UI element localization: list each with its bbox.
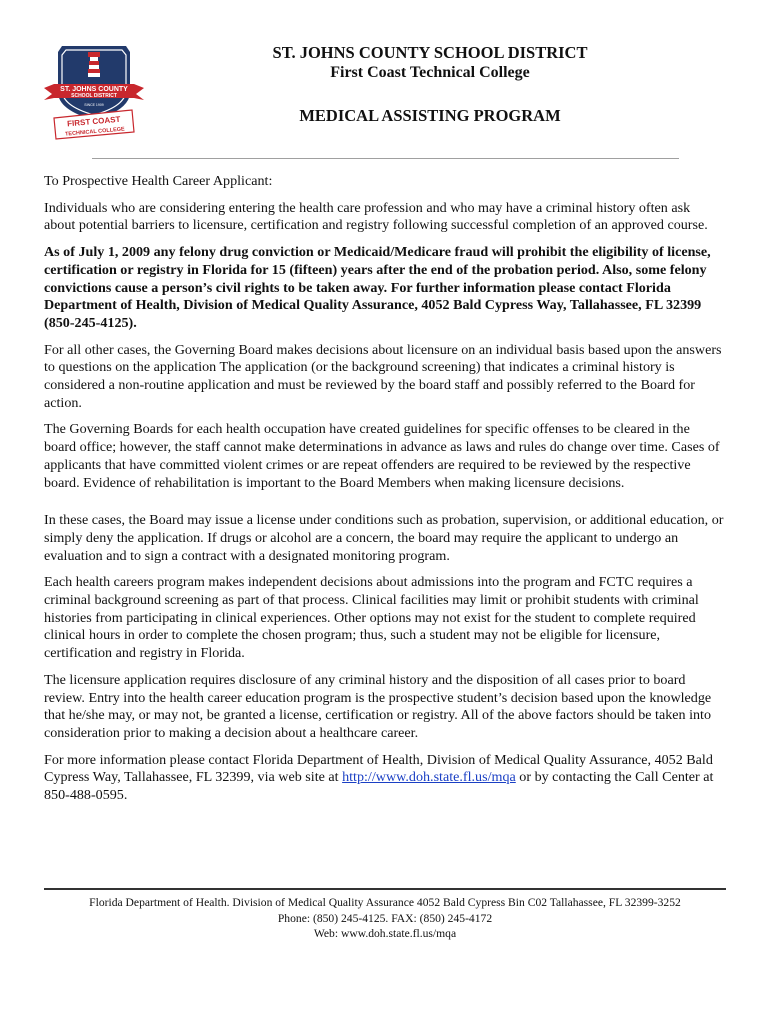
district-title: ST. JOHNS COUNTY SCHOOL DISTRICT: [272, 43, 588, 62]
college-title: First Coast Technical College: [330, 64, 530, 81]
paragraph-disclosure: The licensure application requires disclosure of any criminal history and the disposition of all cases prior to board review. Entry into the health career education program is the prospective student’s decision based upon the knowledge that he/she may, or may not, be granted a license, certification or registry. All of the above factors should be taken into consideration prior to making a decision about a healthcare career.: [44, 671, 712, 741]
footer-divider: [44, 888, 726, 890]
logo-text-first-coast: FIRST COAST: [66, 114, 121, 129]
paragraph-felony-notice: As of July 1, 2009 any felony drug conviction or Medicaid/Medicare fraud will prohibit the eligibility of license, certification or registry in Florida for 15 (fifteen) years after the end of the probation period. Also, some felony convictions cause a person’s civil rights to be taken away. For further information please contact Florida Department of Health, Division of Medical Quality Assurance, 4052 Bald Cypress Way, Tallahassee, FL 32399 (850-245-4125).: [44, 244, 711, 331]
paragraph-program-decisions: Each health careers program makes independent decisions about admissions into the program and FCTC requires a criminal background screening as part of that process. Clinical facilities may limit or prohibit students with criminal histories from participating in clinical experiences. Other options may not exist for the student to complete required clinical hours in order to complete the chosen program; thus, such a student may not be eligible for licensure, certification and registry in Florida.: [44, 574, 699, 662]
footer-address: Florida Department of Health. Division of Medical Quality Assurance 4052 Bald Cypress Bin C02 Tallahassee, FL 32399-3252: [89, 896, 681, 909]
footer: [44, 895, 726, 942]
more-info-text: For more information please contact Florida Department of Health, Division of Medical Quality Assurance, 4052 Bald Cypress Way, Tallahassee, FL 32399, via web site at: [44, 751, 713, 786]
school-district-logo: [40, 40, 148, 140]
footer-web: Web: www.doh.state.fl.us/mqa: [313, 927, 457, 940]
paragraph-more-info: [44, 752, 724, 805]
paragraph-governing-boards: The Governing Boards for each health occupation have created guidelines for specific offenses to be cleared in the board office; however, the staff cannot make determinations in advance as laws and rules do change over time. Cases of applicants that have committed violent crimes or are repeat offenders are required to be reviewed by the respective board. Evidence of rehabilitation is important to the Board Members when making licensure decisions.: [44, 421, 720, 491]
paragraph-other-cases: For all other cases, the Governing Board makes decisions about licensure on an individual basis based upon the answers to questions on the application The application (or the background screening) that indicates a criminal history is considered a non-routine application and must be reviewed by the board staff and possibly referred to the Board for action.: [44, 341, 722, 411]
logo-text-technical-college: TECHNICAL COLLEGE: [64, 126, 125, 138]
more-info-text-end: or by contacting the Call Center at 850-488-0595.: [44, 769, 714, 804]
footer-phone-fax: Phone: (850) 245-4125. FAX: (850) 245-4172: [277, 911, 493, 925]
salutation: To Prospective Health Career Applicant:: [44, 173, 273, 189]
header-divider: [92, 158, 679, 159]
program-title: MEDICAL ASSISTING PROGRAM: [299, 106, 561, 125]
logo-text-district: SCHOOL DISTRICT: [71, 93, 117, 99]
paragraph-board-conditions: In these cases, the Board may issue a license under conditions such as probation, supervision, or additional education, or simply deny the application. If drugs or alcohol are a concern, the board may require the applicant to undergo an evaluation and to sign a contract with a designated monitoring program.: [44, 512, 724, 564]
paragraph-intro: Individuals who are considering entering the health care profession and who may have a criminal history often ask about potential barriers to licensure, certification and registry following successful completion of an approved course.: [44, 199, 708, 234]
doh-mqa-link[interactable]: http://www.doh.state.fl.us/mqa: [342, 769, 516, 786]
letter-body: [44, 173, 724, 814]
logo-text-since: SINCE 1909: [84, 103, 104, 107]
logo-text-county: ST. JOHNS COUNTY: [60, 86, 128, 93]
